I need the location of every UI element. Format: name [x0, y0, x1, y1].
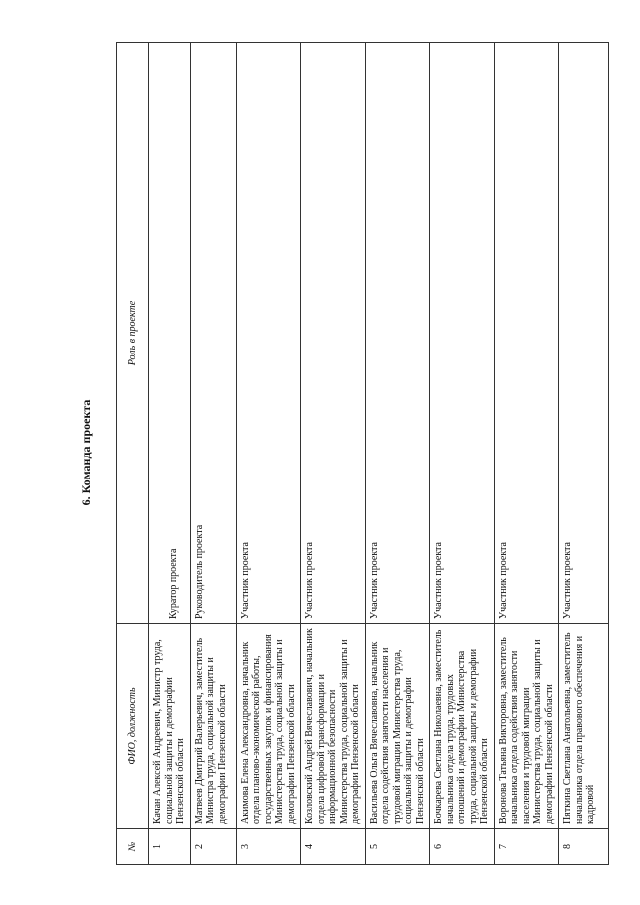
row-role: Руководитель проекта: [190, 43, 236, 624]
row-num: 4: [301, 829, 366, 865]
row-name: Качан Алексей Андреевич, Министр труда, социальной защиты и демографии Пензенской области: [149, 624, 191, 829]
row-name: Акимова Елена Александровна, начальник отдела планово-экономической работы, государственных закупок и финансирования Министерства труда, социальной защиты и демографии Пензенской области: [236, 624, 301, 829]
row-num: 8: [559, 829, 609, 865]
table-header-row: [117, 43, 149, 865]
row-role: Участник проекта: [365, 43, 430, 624]
row-num: 5: [365, 829, 430, 865]
table-row: [301, 43, 366, 865]
row-role: Участник проекта: [559, 43, 609, 624]
section-title: 6. Команда проекта: [79, 399, 93, 506]
table-row: [149, 43, 191, 865]
row-name: Матвеев Дмитрий Валерьевич, заместитель Министра труда, социальной защиты и демографии Пензенской области: [190, 624, 236, 829]
table-row: [494, 43, 559, 865]
table-row: [559, 43, 609, 865]
row-name: Козловский Андрей Вячеславович, начальник отдела цифровой трансформации и информационной безопасности Министерства труда, социальной защиты и демографии Пензенской области: [301, 624, 366, 829]
row-role: Участник проекта: [236, 43, 301, 624]
row-name: Васильева Ольга Вячеславовна, начальник отдела содействия занятости населения и трудовой миграции Министерства труда, социальной защиты и демографии Пензенской области: [365, 624, 430, 829]
header-num: №: [117, 829, 149, 865]
row-num: 2: [190, 829, 236, 865]
row-role-text: Куратор проекта: [168, 548, 179, 619]
row-role: Участник проекта: [301, 43, 366, 624]
row-name: Бочкарева Светлана Николаевна, заместитель начальника отдела труда, трудовых отношений и демографии Министерства труда, социальной защиты и демографии Пензенской области: [430, 624, 495, 829]
header-name: ФИО, должность: [117, 624, 149, 829]
table-row: [365, 43, 430, 865]
row-num: 6: [430, 829, 495, 865]
project-team-table: [116, 42, 609, 865]
row-num: 3: [236, 829, 301, 865]
table-row: [190, 43, 236, 865]
header-role: Роль в проекте: [117, 43, 149, 624]
row-num: 7: [494, 829, 559, 865]
row-num: 1: [149, 829, 191, 865]
row-name: Пяткина Светлана Анатольевна, заместитель начальника отдела правового обеспечения и кадровой: [559, 624, 609, 829]
row-role: Участник проекта: [430, 43, 495, 624]
row-role: [149, 43, 191, 624]
row-role: Участник проекта: [494, 43, 559, 624]
table-row: [430, 43, 495, 865]
row-name: Воронова Татьяна Викторовна, заместитель начальника отдела содействия занятости населения и трудовой миграции Министерства труда, социальной защиты и демографии Пензенской области: [494, 624, 559, 829]
table-row: [236, 43, 301, 865]
